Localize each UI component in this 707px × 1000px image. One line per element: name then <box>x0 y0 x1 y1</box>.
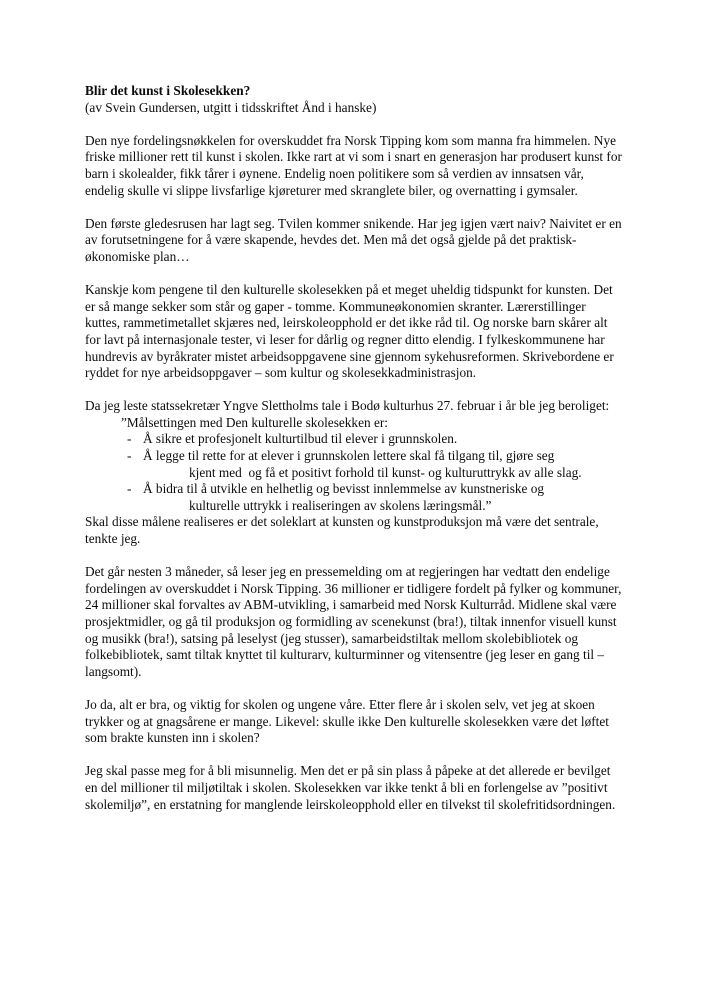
quote-bullet-2-text: Å legge til rette for at elever i grunnskolen lettere skal få tilgang til, gjøre seg <box>143 448 555 464</box>
bullet-marker: - <box>127 431 132 447</box>
quote-bullet-3-continuation: kulturelle uttrykk i realiseringen av skolens læringsmål.” <box>189 497 492 513</box>
bullet-marker: - <box>127 481 132 497</box>
quote-bullet-3-text: Å bidra til å utvikle en helhetlig og bevisst innlemmelse av kunstneriske og <box>143 481 545 497</box>
quote-bullet-1-text: Å sikre et profesjonelt kulturtilbud til elever i grunnskolen. <box>143 431 458 447</box>
document-title: Blir det kunst i Skolesekken? <box>85 83 251 98</box>
quote-bullet-2-continuation: kjent med og få et positivt forhold til kunst- og kulturuttrykk av alle slag. <box>189 464 582 480</box>
bullet-marker: - <box>127 448 132 464</box>
quote-bullet-3 <box>85 481 622 498</box>
paragraph-6: Det går nesten 3 måneder, så leser jeg en pressemelding om at regjeringen har vedtatt den endelige fordelingen av overskuddet i Norsk Tipping. 36 millioner er tidligere fordelt på fylker og kommuner, 24 millioner skal forvaltes av ABM-utvikling, i samarbeid med Norsk Kulturråd. Midlene skal være prosjektmidler, og gå til produksjon og formidling av scenekunst (bra!), tiltak innenfor visuell kunst og musikk (bra!), satsing på leselyst (jeg stusser), samarbeidstiltak mellom skolebibliotek og folkebibliotek, samt tiltak knyttet til kulturarv, kulturminner og vitensentre (jeg leser en gang til – langsomt). <box>85 564 622 679</box>
paragraph-8: Jeg skal passe meg for å bli misunnelig. Men det er på sin plass å påpeke at det allerede er bevilget en del millioner til miljøtiltak i skolen. Skolesekken var ikke tenkt å bli en forlengelse av ”positivt skolemiljø”, en erstatning for manglende leirskoleopphold eller en tilvekst til skolefritidsordningen. <box>85 763 616 812</box>
paragraph-7: Jo da, alt er bra, og viktig for skolen og ungene våre. Etter flere år i skolen selv, vet jeg at skoen trykker og at gnagsårene er mange. Likevel: skulle ikke Den kulturelle skolesekken være det løftet som brakte kunsten inn i skolen? <box>85 696 609 746</box>
paragraph-5: Skal disse målene realiseres er det soleklart at kunsten og kunstproduksjon må være det sentrale, tenkte jeg. <box>85 514 599 547</box>
byline: (av Svein Gundersen, utgitt i tidsskriftet Ånd i hanske) <box>85 99 377 115</box>
quote-block <box>85 415 622 515</box>
quote-bullet-2 <box>85 448 622 465</box>
paragraph-1: Den nye fordelingsnøkkelen for overskuddet fra Norsk Tipping kom som manna fra himmelen. Nye friske millioner rett til kunst i skolen. Ikke rart at vi som i snart en generasjon har produsert kunst for barn i skolealder, fikk tårer i øynene. Endelig noen politikere som så verdien av innsatsen vår, endelig skulle vi slippe livsfarlige kjøreturer med skranglete biler, og overnatting i gymsaler. <box>85 132 622 198</box>
quote-intro: ”Målsettingen med Den kulturelle skolesekken er: <box>121 414 388 430</box>
paragraph-3: Kanskje kom pengene til den kulturelle skolesekken på et meget uheldig tidspunkt for kunsten. Det er så mange sekker som står og gaper - tomme. Kommuneøkonomien skranter. Lærerstillinger kuttes, rammetimetallet skjæres ned, leirskoleopphold er det ikke råd til. Og norske barn skårer alt for lavt på internasjonale tester, vi leser for dårlig og regner ditto elendig. I fylkeskommunene har hundrevis av byråkrater mistet arbeidsoppgavene sine gjennom sykehusreformen. Skrivebordene er ryddet for nye arbeidsoppgaver – som kultur og skolesekkadministrasjon. <box>85 282 614 381</box>
paragraph-2: Den første gledesrusen har lagt seg. Tvilen kommer snikende. Har jeg igjen vært naiv? Naivitet er en av forutsetningene for å være skapende, hevdes det. Men må det også gjelde på det praktisk-økonomiske plan… <box>85 215 622 264</box>
quote-bullet-1 <box>85 431 622 448</box>
paragraph-4: Da jeg leste statssekretær Yngve Slettholms tale i Bodø kulturhus 27. februar i år ble jeg beroliget: <box>85 398 610 414</box>
